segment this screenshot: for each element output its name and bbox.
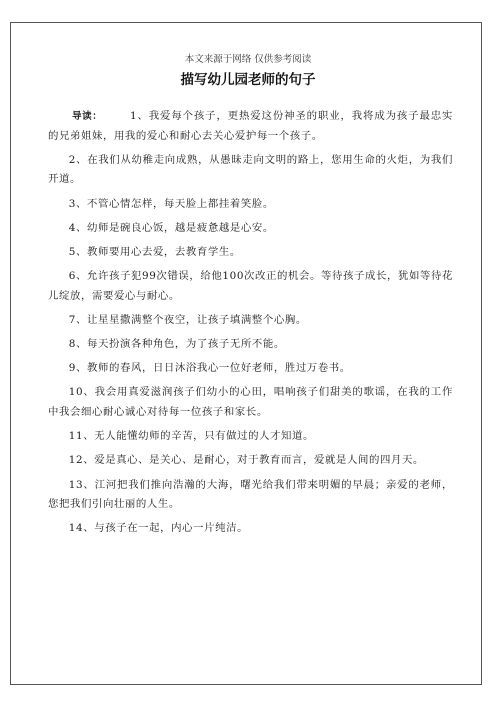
lead-label: 导读：	[72, 111, 103, 122]
paragraph-1	[48, 107, 453, 146]
paragraph-9: 9、教师的春风，日日沐浴我心一位好老师，胜过万卷书。	[68, 362, 351, 375]
paragraph-8: 8、每天扮演各种角色，为了孩子无所不能。	[68, 338, 285, 351]
paragraph-6: 6、允许孩子犯99次错误，给他100次改正的机会。等待孩子成长，犹如等待花儿绽放，需要爱心与耐心。	[48, 270, 453, 302]
paragraph-4: 4、幼师是碗良心饭，越是疲惫越是心安。	[68, 221, 274, 234]
paragraph-text: 1、我爱每个孩子，更热爱这份神圣的职业，我将成为孩子最忠实的兄弟姐妹，用我的爱心和耐心去关心爱护每一个孩子。	[48, 110, 453, 142]
paragraph-7: 7、让星星撒满整个夜空，让孩子填满整个心胸。	[68, 313, 307, 326]
paragraph-13: 13、江河把我们推向浩瀚的大海，曙光给我们带来明媚的早晨；亲爱的老师，您把我们引向壮丽的人生。	[48, 478, 453, 511]
paragraph-10: 10、我会用真爱滋润孩子们幼小的心田，唱响孩子们甜美的歌谣，在我的工作中我会细心耐心诚心对待每一位孩子和家长。	[48, 386, 453, 419]
paragraph-2: 2、在我们从幼稚走向成熟，从愚昧走向文明的路上，您用生命的火炬，为我们开道。	[48, 153, 453, 186]
paragraph-12: 12、爱是真心、是关心、是耐心，对于教育而言，爱就是人间的四月天。	[68, 454, 424, 467]
paragraph-11: 11、无人能懂幼师的辛苦，只有做过的人才知道。	[68, 430, 315, 443]
paragraph-5: 5、教师要用心去爱，去教育学生。	[68, 245, 241, 258]
document-title: 描写幼儿园老师的句子	[180, 72, 316, 88]
header-note: 本文来源于网络 仅供参考阅读	[184, 54, 312, 65]
paragraph-14: 14、与孩子在一起，内心一片纯洁。	[68, 522, 249, 535]
paragraph-3: 3、不管心情怎样，每天脸上都挂着笑脸。	[68, 197, 274, 210]
document-body	[48, 107, 453, 544]
